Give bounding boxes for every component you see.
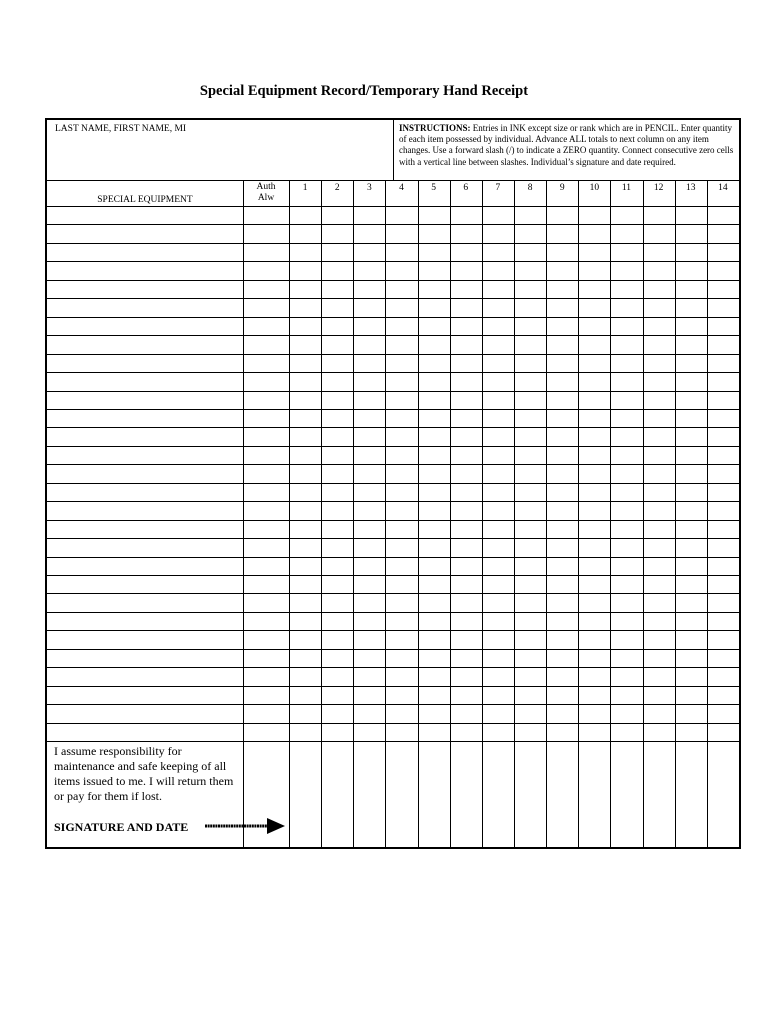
hand-receipt-form [45, 118, 741, 849]
equipment-entry-cell[interactable] [47, 538, 243, 556]
responsibility-statement: I assume responsibility for maintenance and safe keeping of all items issued to me. I will return them or pay for them if lost. [54, 744, 234, 803]
name-instructions-divider [393, 120, 394, 180]
equipment-entry-cell[interactable] [47, 520, 243, 538]
column-header-1: 1 [302, 183, 308, 193]
column-header-4: 4 [399, 183, 404, 193]
equipment-entry-cell[interactable] [47, 575, 243, 593]
column-header-5: 5 [431, 183, 436, 193]
equipment-entry-cell[interactable] [47, 593, 243, 611]
equipment-entry-cell[interactable] [47, 261, 243, 279]
column-header-6: 6 [463, 183, 469, 193]
equipment-entry-cell[interactable] [47, 612, 243, 630]
equipment-entry-cell[interactable] [47, 446, 243, 464]
name-field[interactable] [47, 120, 393, 180]
column-header-8: 8 [527, 183, 533, 193]
equipment-entry-cell[interactable] [47, 372, 243, 390]
equipment-entry-cell[interactable] [47, 354, 243, 372]
arrow-right-icon [205, 817, 287, 835]
equipment-entry-cell[interactable] [47, 335, 243, 353]
column-header-10: 10 [589, 183, 600, 193]
equipment-entry-cell[interactable] [47, 224, 243, 242]
equipment-entry-cell[interactable] [47, 501, 243, 519]
equipment-entry-cell[interactable] [47, 667, 243, 685]
equipment-entry-cell[interactable] [47, 317, 243, 335]
auth-header-line2: Alw [257, 193, 275, 203]
row-divider [47, 741, 739, 742]
equipment-entry-cell[interactable] [47, 391, 243, 409]
name-field-label: LAST NAME, FIRST NAME, MI [55, 124, 187, 134]
auth-alw-header [243, 182, 289, 204]
auth-header-line1: Auth [256, 182, 276, 192]
equipment-entry-cell[interactable] [47, 704, 243, 722]
column-header-9: 9 [559, 183, 565, 193]
special-equipment-header: SPECIAL EQUIPMENT [97, 195, 193, 205]
form-title: Special Equipment Record/Temporary Hand Receipt [199, 83, 529, 99]
column-header-3: 3 [366, 183, 372, 193]
column-header-12: 12 [653, 183, 664, 193]
equipment-entry-cell[interactable] [47, 557, 243, 575]
column-header-14: 14 [718, 183, 728, 193]
equipment-entry-cell[interactable] [47, 649, 243, 667]
instructions-heading: INSTRUCTIONS: [399, 123, 471, 133]
equipment-entry-cell[interactable] [47, 427, 243, 445]
equipment-entry-cell[interactable] [47, 243, 243, 261]
instructions [399, 123, 737, 168]
column-header-13: 13 [686, 183, 696, 193]
column-header-2: 2 [334, 183, 340, 193]
equipment-entry-cell[interactable] [47, 409, 243, 427]
equipment-entry-cell[interactable] [47, 464, 243, 482]
header-separator [47, 180, 739, 181]
equipment-entry-cell[interactable] [47, 280, 243, 298]
equipment-entry-cell[interactable] [47, 686, 243, 704]
instructions-text: Entries in INK except size or rank which are in PENCIL. Enter quantity of each item possessed by individual. Advance ALL totals to next column on any item changes. Use a forward slash (/) to indicate a ZERO quantity. Connect consecutive zero cells with a vertical line between slashes. Individual’s signature and date required. [399, 123, 734, 167]
signature-date-label: SIGNATURE AND DATE [54, 820, 189, 834]
equipment-entry-cell[interactable] [47, 483, 243, 501]
equipment-entry-cell[interactable] [47, 298, 243, 316]
equipment-entry-cell[interactable] [47, 723, 243, 741]
column-header-7: 7 [495, 183, 501, 193]
column-header-11: 11 [621, 183, 632, 193]
equipment-entry-cell[interactable] [47, 206, 243, 224]
equipment-entry-cell[interactable] [47, 630, 243, 648]
